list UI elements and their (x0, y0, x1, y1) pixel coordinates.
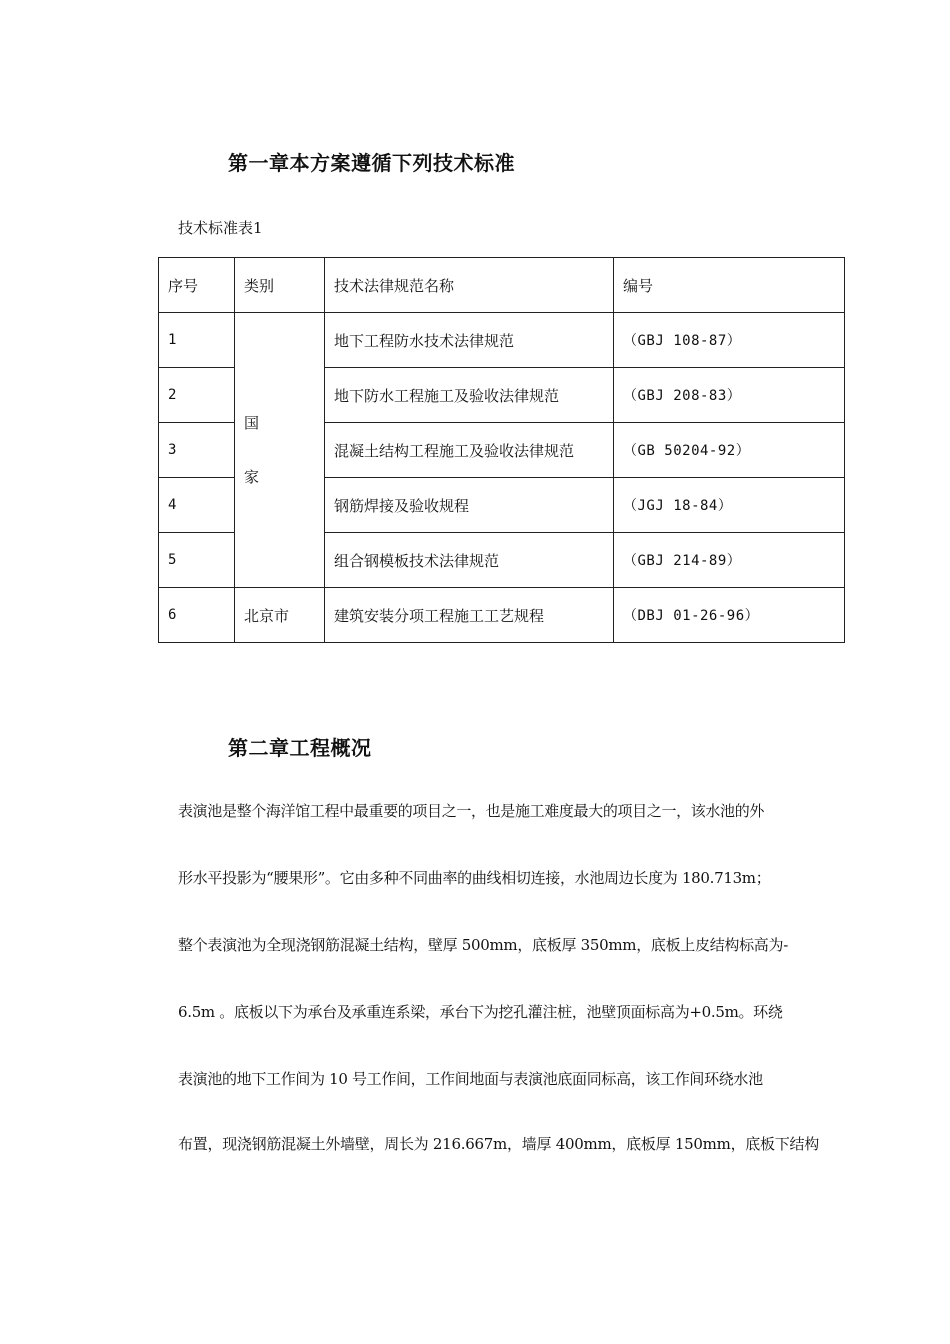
row-code: （GBJ 108-87） (614, 313, 845, 368)
row-code: （JGJ 18-84） (614, 478, 845, 533)
row-name: 组合钢模板技术法律规范 (325, 533, 614, 588)
category-char: 国 (244, 414, 260, 432)
header-code: 编号 (614, 258, 845, 313)
row-code: （GB 50204-92） (614, 423, 845, 478)
paragraph-line: 表演池的地下工作间为 10 号工作间，工作间地面与表演池底面同标高，该工作间环绕水池 (178, 1070, 763, 1088)
header-name: 技术法律规范名称 (325, 258, 614, 313)
table-header-row (159, 258, 845, 313)
paragraph-line: 布置，现浇钢筋混凝土外墙壁，周长为 216.667m，墙厚 400mm，底板厚 150mm，底板下结构 (178, 1135, 819, 1153)
row-name: 钢筋焊接及验收规程 (325, 478, 614, 533)
row-no: 3 (159, 423, 235, 478)
row-name: 混凝土结构工程施工及验收法律规范 (325, 423, 614, 478)
row-name: 建筑安装分项工程施工工艺规程 (325, 588, 614, 643)
row-code: （DBJ 01-26-96） (614, 588, 845, 643)
table-caption: 技术标准表1 (178, 219, 263, 237)
row-category: 北京市 (235, 588, 325, 643)
category-national-cell (235, 313, 325, 588)
chapter-1-title: 第一章本方案遵循下列技术标准 (228, 151, 515, 175)
paragraph-line: 形水平投影为“腰果形”。它由多种不同曲率的曲线相切连接，水池周边长度为 180.713m； (178, 869, 771, 887)
chapter-2-title: 第二章工程概况 (228, 736, 372, 760)
standards-table (158, 257, 845, 643)
paragraph-line: 表演池是整个海洋馆工程中最重要的项目之一，也是施工难度最大的项目之一，该水池的外 (178, 802, 765, 820)
row-name: 地下防水工程施工及验收法律规范 (325, 368, 614, 423)
category-char: 家 (244, 468, 260, 486)
row-no: 2 (159, 368, 235, 423)
paragraph-line: 整个表演池为全现浇钢筋混凝土结构，壁厚 500mm，底板厚 350mm，底板上皮结构标高为- (178, 936, 788, 954)
row-name: 地下工程防水技术法律规范 (325, 313, 614, 368)
row-no: 4 (159, 478, 235, 533)
table-row (159, 588, 845, 643)
header-no: 序号 (159, 258, 235, 313)
row-no: 6 (159, 588, 235, 643)
table-row (159, 313, 845, 368)
header-category: 类别 (235, 258, 325, 313)
paragraph-line: 6.5m 。底板以下为承台及承重连系梁，承台下为挖孔灌注桩，池壁顶面标高为+0.5m。环绕 (178, 1003, 783, 1021)
row-code: （GBJ 208-83） (614, 368, 845, 423)
row-no: 1 (159, 313, 235, 368)
row-code: （GBJ 214-89） (614, 533, 845, 588)
row-no: 5 (159, 533, 235, 588)
